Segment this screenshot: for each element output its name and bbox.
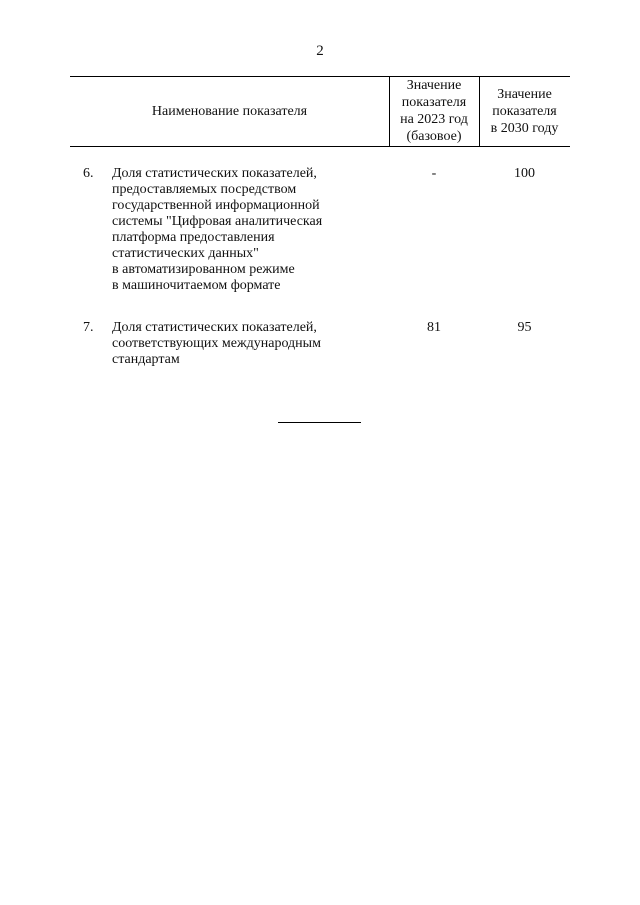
row-indicator-name-line: стандартам [112, 352, 180, 367]
row-value-2023: 81 [427, 320, 441, 335]
header-value-2023-line: Значение [406, 78, 462, 93]
row-indicator-name-line: платформа предоставления [112, 230, 275, 245]
header-value-2023-line: показателя [401, 95, 467, 110]
header-value-2030-line: показателя [492, 104, 557, 119]
row-indicator-name-line: государственной информационной [112, 198, 320, 213]
header-value-2030-line: Значение [497, 87, 552, 102]
table-top-rule [70, 76, 570, 77]
row-indicator-name-line: Доля статистических показателей, [112, 320, 317, 335]
row-value-2030: 95 [517, 320, 532, 335]
document-end-rule [278, 422, 361, 423]
header-value-2023 [389, 77, 479, 145]
row-value-2030: 100 [514, 166, 535, 181]
row-indicator-name-line: в машиночитаемом формате [112, 278, 281, 293]
header-value-2030 [479, 86, 570, 137]
header-indicator-name: Наименование показателя [151, 104, 308, 119]
row-indicator-name-line: соответствующих международным [112, 336, 321, 351]
row-number: 7. [83, 320, 94, 335]
row-indicator-name-line: предоставляемых посредством [112, 182, 297, 197]
header-value-2030-line: в 2030 году [490, 121, 559, 136]
row-indicator-name-line: статистических данных" [112, 246, 259, 261]
header-value-2023-line: на 2023 год [400, 112, 468, 127]
header-value-2023-line: (базовое) [406, 129, 462, 144]
row-indicator-name-line: Доля статистических показателей, [112, 166, 317, 181]
table-header-bottom-rule [70, 146, 570, 147]
row-value-2023: - [431, 166, 437, 181]
row-indicator-name [112, 166, 382, 294]
row-indicator-name-line: системы "Цифровая аналитическая [112, 214, 323, 229]
row-number: 6. [83, 166, 94, 181]
row-indicator-name-line: в автоматизированном режиме [112, 262, 295, 277]
row-indicator-name [112, 320, 382, 368]
page-number: 2 [316, 43, 324, 59]
